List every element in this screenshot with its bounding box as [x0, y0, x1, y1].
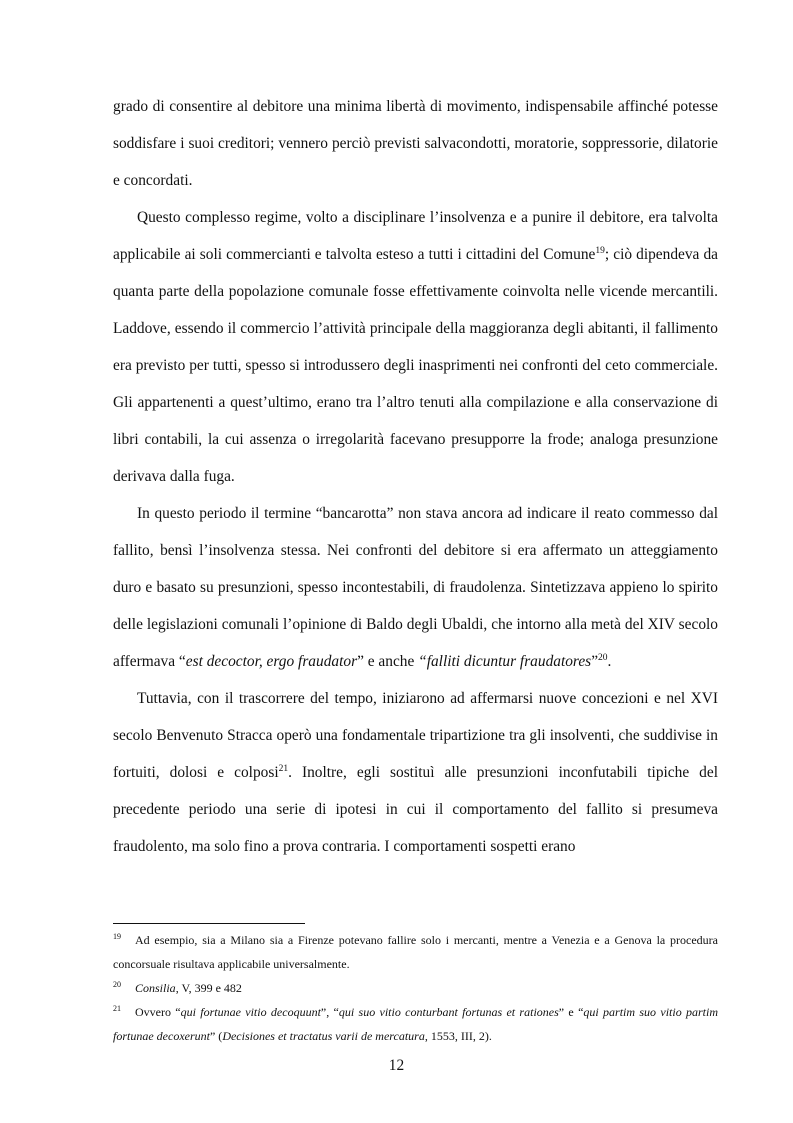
footnote-number: 21 — [113, 1004, 121, 1013]
footnote-number: 19 — [113, 932, 121, 941]
footnote-ref-19[interactable]: 19 — [595, 246, 605, 256]
latin-quote: “falliti dicuntur fraudatores — [418, 653, 592, 670]
footnote-divider — [113, 923, 305, 924]
latin-quote: est decoctor, ergo fraudator — [185, 653, 358, 670]
page-number: 12 — [388, 1057, 405, 1074]
paragraph-1: grado di consentire al debitore una minima libertà di movimento, indispensabile affinché potesse soddisfare i suoi creditori; vennero perciò previsti salvacondotti, moratorie, soppressorie, dilatorie e concordati. — [113, 98, 718, 189]
paragraph-2: Questo complesso regime, volto a disciplinare l’insolvenza e a punire il debitore, era talvolta applicabile ai soli commercianti e talvolta esteso a tutti i cittadini del Comune$^{19}$; ciò dipendeva da quanta parte della popolazione comunale fosse effettivamente coinvolta nelle vicende mercantili. Laddove, essendo il commercio l’attività principale della maggioranza degli abitanti, il fallimento era previsto per tutti, spesso si introdussero degli inasprimenti nei confronti del ceto commerciale. Gli appartenenti a quest’ultimo, erano tra l’altro tenuti alla compilazione e alla conservazione di libri contabili, la cui assenza o irregolarità facevano presupporre la frode; analoga presunzione derivava dalla fuga. — [113, 209, 718, 485]
footnote-20: $^{20}$ Consilia, V, 399 e 482 — [113, 980, 242, 995]
footnote-ref-20[interactable]: 20 — [598, 653, 608, 663]
paragraph-3: In questo periodo il termine “bancarotta” non stava ancora ad indicare il reato commesso dal fallito, bensì l’insolvenza stessa. Nei confronti del debitore si era affermato un atteggiamento duro e basato su presunzioni, spesso incontestabili, di fraudolenza. Sintetizzava appieno lo spirito delle legislazioni comunali l’opinione di Baldo degli Ubaldi, che intorno alla metà del XIV secolo affermava “est decoctor, ergo fraudator” e anche “falliti dicuntur fraudatores”$^{20}$. — [113, 505, 718, 670]
body-text — [113, 88, 718, 865]
footnote-ref-21[interactable]: 21 — [278, 764, 289, 774]
footnote-21: $^{21}$ Ovvero “qui fortunae vitio decoquunt”, “qui suo vitio conturbant fortunas et rationes” e “qui partim suo vitio partim fortunae decoxerunt” (Decisiones et tractatus varii de mercatura, 1553, III, 2). — [113, 1004, 719, 1043]
footnotes — [113, 928, 718, 1048]
paragraph-4: Tuttavia, con il trascorrere del tempo, iniziarono ad affermarsi nuove concezioni e nel XVI secolo Benvenuto Stracca operò una fondamentale tripartizione tra gli insolventi, che suddivise in fortuiti, dolosi e colposi$^{21}$. Inoltre, egli sostituì alle presunzioni inconfutabili tipiche del precedente periodo una serie di ipotesi in cui il comportamento del fallito si presumeva fraudolento, ma solo fino a prova contraria. I comportamenti sospetti erano — [113, 690, 718, 855]
footnote-number: 20 — [113, 980, 121, 989]
footnote-19: $^{19}$ Ad esempio, sia a Milano sia a Firenze potevano fallire solo i mercanti, mentre a Venezia e a Genova la procedura concorsuale risultava applicabile universalmente. — [113, 932, 718, 971]
